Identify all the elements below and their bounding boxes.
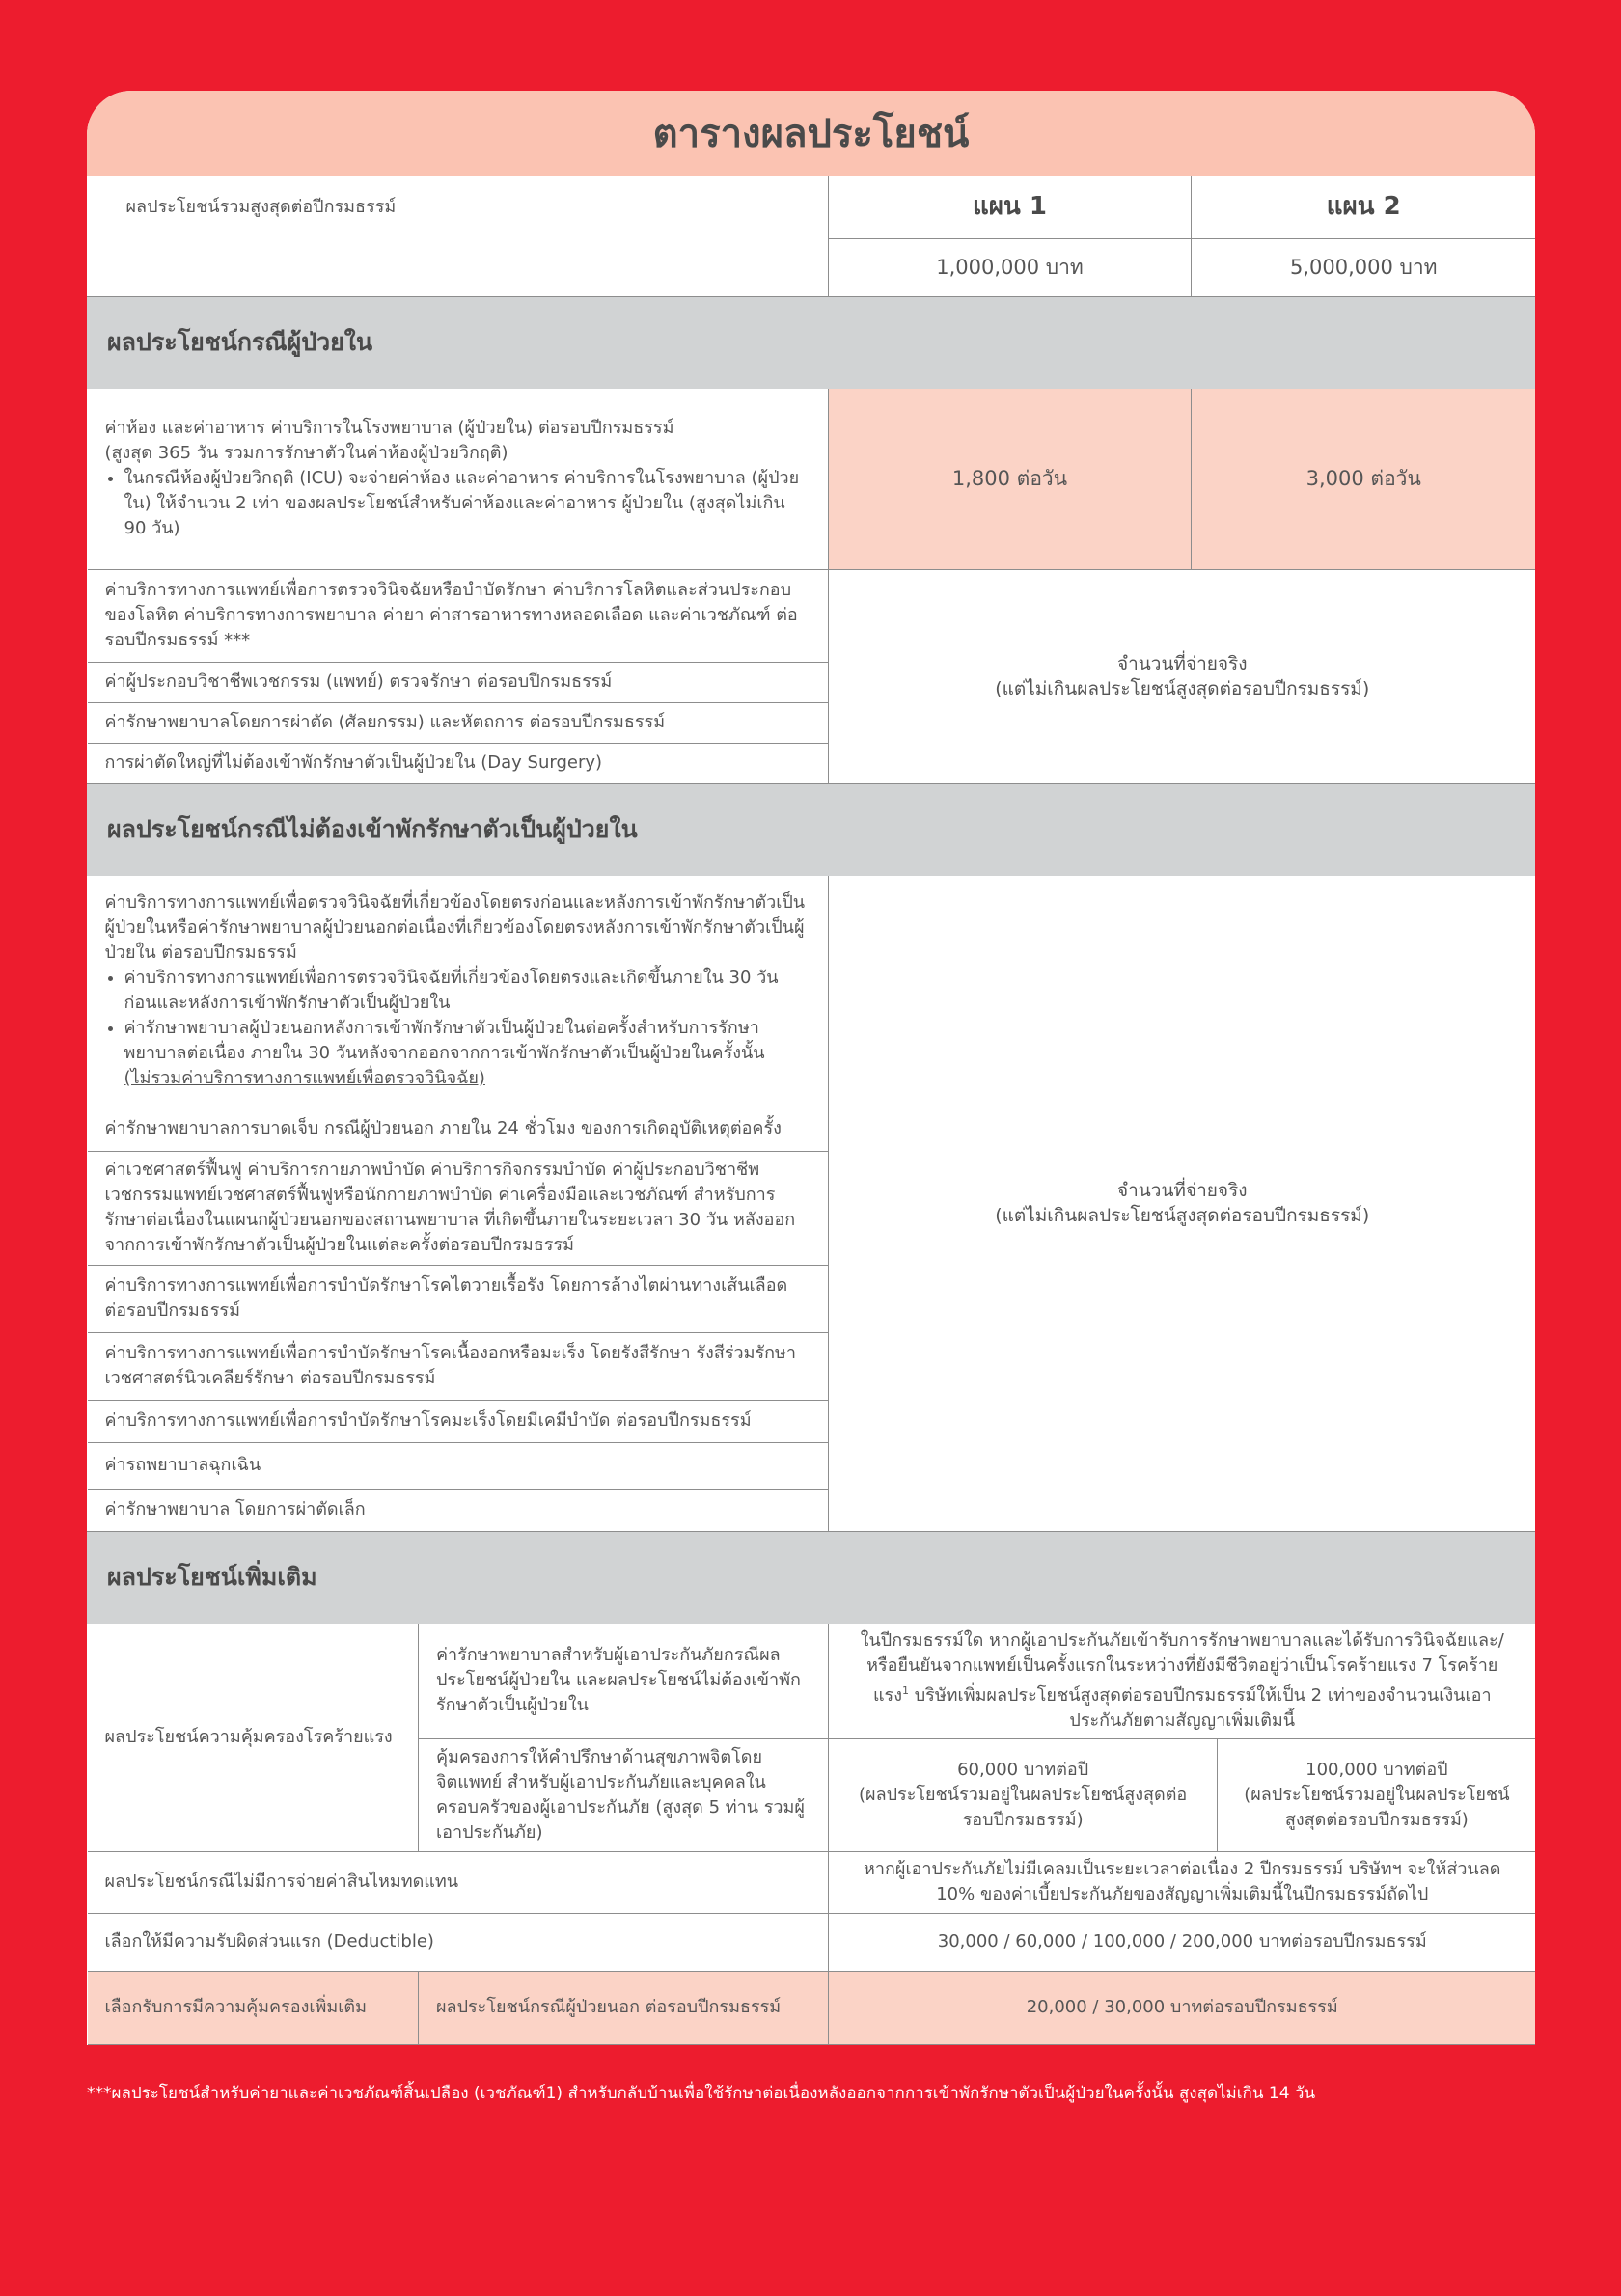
inpatient-row: ค่าผู้ประกอบวิชาชีพเวชกรรม (แพทย์) ตรวจรักษา ต่อรอบปีกรมธรรม์ [88, 662, 829, 702]
room-plan-1: 1,800 ต่อวัน [829, 388, 1192, 569]
mental-plan-1-amount: 60,000 บาทต่อปี [957, 1759, 1089, 1780]
room-line-2: (สูงสุด 365 วัน รวมการรักษาตัวในค่าห้องผู้ป่วยวิกฤติ) [104, 443, 508, 463]
benefit-table [87, 176, 1535, 2045]
critical-illness-sub-1: ค่ารักษาพยาบาลสำหรับผู้เอาประกันภัยกรณีผลประโยชน์ผู้ป่วยใน และผลประโยชน์ไม่ต้องเข้าพักรักษาตัวเป็นผู้ป่วยใน [419, 1623, 829, 1738]
additional-section-title: ผลประโยชน์เพิ่มเติม [88, 1531, 1536, 1623]
outpatient-row: ค่าเวชศาสตร์ฟื้นฟู ค่าบริการกายภาพบำบัด ค่าบริการกิจกรรมบำบัด ค่าผู้ประกอบวิชาชีพเวชกรรมแพทย์เวชศาสตร์ฟื้นฟูหรือนักกายภาพบำบัด ค่าเครื่องมือและเวชภัณฑ์ สำหรับการรักษาต่อเนื่องในแผนกผู้ป่วยนอกของสถานพยาบาล ที่เกิดขึ้นภายในระยะเวลา 30 วัน หลังออกจากการเข้าพักรักษาตัวเป็นผู้ป่วยในแต่ละครั้งต่อรอบปีกรมธรรม์ [88, 1151, 829, 1265]
pre-post-hospitalization-row [88, 875, 829, 1107]
outpatient-row: ค่าบริการทางการแพทย์เพื่อการบำบัดรักษาโรคมะเร็งโดยมีเคมีบำบัด ต่อรอบปีกรมธรรม์ [88, 1400, 829, 1442]
plan-2-title: แผน 2 [1192, 176, 1536, 238]
inpatient-row: ค่าบริการทางการแพทย์เพื่อการตรวจวินิจฉัยหรือบำบัดรักษา ค่าบริการโลหิตและส่วนประกอบของโลหิต ค่าบริการทางการพยาบาล ค่ายา ค่าสารอาหารทางหลอดเลือด และค่าเวชภัณฑ์ ต่อรอบปีกรมธรรม์ *** [88, 569, 829, 662]
mental-plan-2-amount: 100,000 บาทต่อปี [1305, 1759, 1448, 1780]
inpatient-row: ค่ารักษาพยาบาลโดยการผ่าตัด (ศัลยกรรม) และหัตถการ ต่อรอบปีกรมธรรม์ [88, 702, 829, 743]
mental-health-values [829, 1738, 1536, 1851]
max-benefit-label: ผลประโยชน์รวมสูงสุดต่อปีกรมธรรม์ [88, 176, 829, 296]
outpatient-section-title: ผลประโยชน์กรณีไม่ต้องเข้าพักรักษาตัวเป็นผู้ป่วยใน [88, 783, 1536, 875]
pre-post-bullet-1: • ค่าบริการทางการแพทย์เพื่อการตรวจวินิจฉัยที่เกี่ยวข้องโดยตรงและเกิดขึ้นภายใน 30 วัน ก่อนและหลังการเข้าพักรักษาตัวเป็นผู้ป่วยใน [124, 966, 811, 1016]
outpatient-row: ค่ารถพยาบาลฉุกเฉิน [88, 1442, 829, 1489]
actual-line-1: จำนวนที่จ่ายจริง [1116, 653, 1248, 674]
footnote: ***ผลประโยชน์สำหรับค่ายาและค่าเวชภัณฑ์สิ้นเปลือง (เวชภัณฑ์1) สำหรับกลับบ้านเพื่อใช้รักษาต่อเนื่องหลังออกจากการเข้าพักรักษาตัวเป็นผู้ป่วยในครั้งนั้น สูงสุดไม่เกิน 14 วัน [87, 2084, 1316, 2103]
mental-plan-2-note: (ผลประโยชน์รวมอยู่ในผลประโยชน์สูงสุดต่อรอบปีกรมธรรม์) [1244, 1784, 1510, 1830]
plan-1-title: แผน 1 [829, 176, 1192, 238]
critical-value-b: บริษัทเพิ่มผลประโยชน์สูงสุดต่อรอบปีกรมธรรม์ให้เป็น 2 เท่าของจำนวนเงินเอาประกันภัยตามสัญญาเพิ่มเติมนี้ [909, 1684, 1492, 1731]
critical-illness-value [829, 1623, 1536, 1738]
pre-post-intro: ค่าบริการทางการแพทย์เพื่อตรวจวินิจฉัยที่เกี่ยวข้องโดยตรงก่อนและหลังการเข้าพักรักษาตัวเป็นผู้ป่วยในหรือค่ารักษาพยาบาลผู้ป่วยนอกต่อเนื่องที่เกี่ยวข้องโดยตรงหลังการเข้าพักรักษาตัวเป็นผู้ป่วยใน ต่อรอบปีกรมธรรม์ [104, 892, 806, 963]
no-claim-value: หากผู้เอาประกันภัยไม่มีเคลมเป็นระยะเวลาต่อเนื่อง 2 ปีกรมธรรม์ บริษัทฯ จะให้ส่วนลด 10% ของค่าเบี้ยประกันภัยของสัญญาเพิ่มเติมนี้ในปีกรมธรรม์ถัดไป [829, 1851, 1536, 1913]
inpatient-actual-cost [829, 569, 1536, 783]
critical-illness-label: ผลประโยชน์ความคุ้มครองโรคร้ายแรง [88, 1623, 419, 1851]
outpatient-row: ค่าบริการทางการแพทย์เพื่อการบำบัดรักษาโรคเนื้องอกหรือมะเร็ง โดยรังสีรักษา รังสีร่วมรักษา เวชศาสตร์นิวเคลียร์รักษา ต่อรอบปีกรมธรรม์ [88, 1332, 829, 1400]
mental-plan-1-note: (ผลประโยชน์รวมอยู่ในผลประโยชน์สูงสุดต่อรอบปีกรมธรรม์) [859, 1784, 1188, 1830]
room-plan-2: 3,000 ต่อวัน [1192, 388, 1536, 569]
actual-line-1: จำนวนที่จ่ายจริง [1116, 1180, 1248, 1201]
critical-illness-sub-2: คุ้มครองการให้คำปรึกษาด้านสุขภาพจิตโดยจิตแพทย์ สำหรับผู้เอาประกันภัยและบุคคลในครอบครัวของผู้เอาประกันภัย (สูงสุด 5 ท่าน รวมผู้เอาประกันภัย) [419, 1738, 829, 1851]
room-and-board-row [88, 388, 829, 569]
no-claim-label: ผลประโยชน์กรณีไม่มีการจ่ายค่าสินไหมทดแทน [88, 1851, 829, 1913]
pre-post-note: (ไม่รวมค่าบริการทางการแพทย์เพื่อตรวจวินิจฉัย) [124, 1068, 485, 1088]
actual-line-2: (แต่ไม่เกินผลประโยชน์สูงสุดต่อรอบปีกรมธรรม์) [995, 1205, 1370, 1226]
mental-plan-2 [1218, 1739, 1535, 1851]
critical-sup: 1 [902, 1683, 909, 1697]
outpatient-row: ค่ารักษาพยาบาล โดยการผ่าตัดเล็ก [88, 1489, 829, 1531]
table-title: ตารางผลประโยชน์ [87, 91, 1535, 176]
deductible-value: 30,000 / 60,000 / 100,000 / 200,000 บาทต่อรอบปีกรมธรรม์ [829, 1913, 1536, 1971]
plan-1-amount: 1,000,000 บาท [829, 238, 1192, 296]
pre-post-bullet-2: ค่ารักษาพยาบาลผู้ป่วยนอกหลังการเข้าพักรักษาตัวเป็นผู้ป่วยในต่อครั้งสำหรับการรักษาพยาบาลต่อเนื่อง ภายใน 30 วันหลังจากออกจากการเข้าพักรักษาตัวเป็นผู้ป่วยในครั้งนั้น [124, 1018, 765, 1063]
inpatient-row: การผ่าตัดใหญ่ที่ไม่ต้องเข้าพักรักษาตัวเป็นผู้ป่วยใน (Day Surgery) [88, 743, 829, 783]
optional-coverage-label: เลือกรับการมีความคุ้มครองเพิ่มเติม [88, 1971, 419, 2044]
outpatient-row: ค่ารักษาพยาบาลการบาดเจ็บ กรณีผู้ป่วยนอก ภายใน 24 ชั่วโมง ของการเกิดอุบัติเหตุต่อครั้ง [88, 1107, 829, 1151]
outpatient-actual-cost [829, 875, 1536, 1531]
plan-2-amount: 5,000,000 บาท [1192, 238, 1536, 296]
icu-bullet: • ในกรณีห้องผู้ป่วยวิกฤติ (ICU) จะจ่ายค่าห้อง และค่าอาหาร ค่าบริการในโรงพยาบาล (ผู้ป่วยใน) ให้จำนวน 2 เท่า ของผลประโยชน์สำหรับค่าห้องและค่าอาหาร ผู้ป่วยใน (สูงสุดไม่เกิน 90 วัน) [124, 466, 811, 541]
inpatient-section-title: ผลประโยชน์กรณีผู้ป่วยใน [88, 296, 1536, 388]
optional-coverage-value: 20,000 / 30,000 บาทต่อรอบปีกรมธรรม์ [829, 1971, 1536, 2044]
actual-line-2: (แต่ไม่เกินผลประโยชน์สูงสุดต่อรอบปีกรมธรรม์) [995, 678, 1370, 699]
optional-coverage-sub: ผลประโยชน์กรณีผู้ป่วยนอก ต่อรอบปีกรมธรรม์ [419, 1971, 829, 2044]
critical-value-a: ในปีกรมธรรม์ใด หากผู้เอาประกันภัยเข้ารับการรักษาพยาบาลและได้รับการวินิจฉัยและ/หรือยืนยันจากแพทย์เป็นครั้งแรกในระหว่างที่ยังมีชีวิตอยู่ว่าเป็นโรคร้ายแรง 7 โรคร้ายแรง [860, 1629, 1504, 1706]
benefit-table-card [87, 91, 1535, 2045]
room-line-1: ค่าห้อง และค่าอาหาร ค่าบริการในโรงพยาบาล (ผู้ป่วยใน) ต่อรอบปีกรมธรรม์ [104, 418, 674, 438]
deductible-label: เลือกให้มีความรับผิดส่วนแรก (Deductible) [88, 1913, 829, 1971]
mental-health-subtable [829, 1739, 1535, 1851]
outpatient-row: ค่าบริการทางการแพทย์เพื่อการบำบัดรักษาโรคไตวายเรื้อรัง โดยการล้างไตผ่านทางเส้นเลือด ต่อรอบปีกรมธรรม์ [88, 1265, 829, 1332]
mental-plan-1 [829, 1739, 1218, 1851]
